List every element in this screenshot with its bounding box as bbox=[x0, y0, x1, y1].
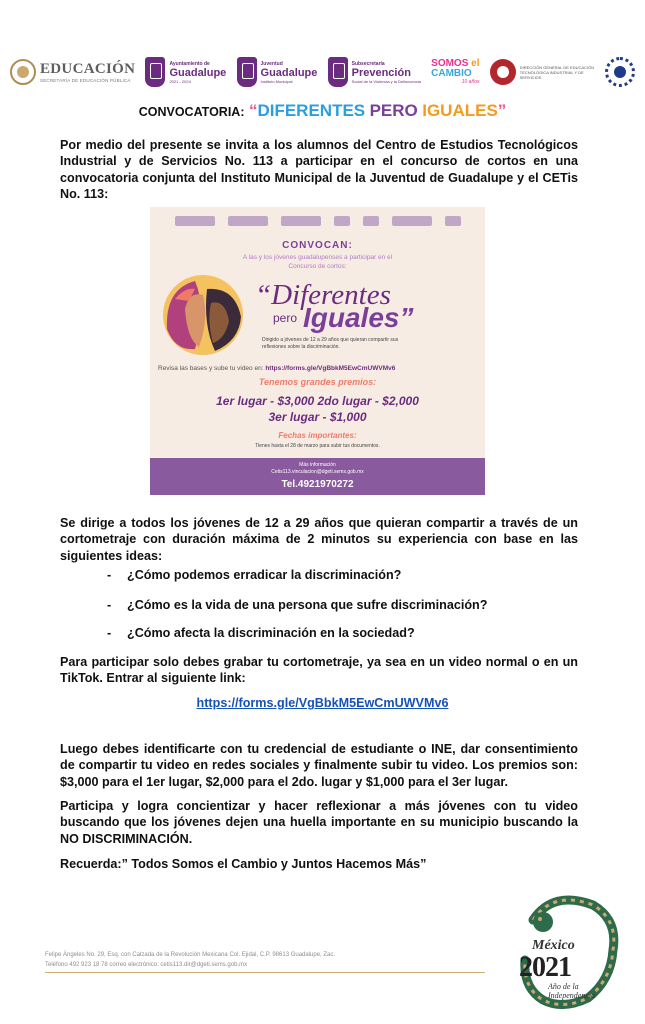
poster-title-diferentes: “Diferentes bbox=[255, 279, 391, 311]
logo-somos-el-cambio bbox=[431, 59, 479, 85]
poster-title-iguales: Iguales” bbox=[303, 302, 414, 333]
logo-dgeti bbox=[490, 59, 595, 85]
year-logo-mexico: México bbox=[532, 938, 575, 953]
guadalupe-badge-icon bbox=[145, 57, 165, 87]
cambio-word: CAMBIO bbox=[431, 68, 472, 79]
logo-guadalupe-line1: Ayuntamiento de bbox=[169, 60, 210, 67]
logo-educacion bbox=[10, 59, 135, 85]
year-logo-sub1: Año de la bbox=[548, 982, 579, 991]
bullet-dash: - bbox=[107, 626, 112, 640]
poster-logo-icon bbox=[363, 216, 379, 226]
poster-phone: Tel.4921970272 bbox=[281, 479, 354, 490]
logo-guadalupe bbox=[145, 57, 226, 87]
logo-prevencion-line2: Prevención bbox=[351, 66, 411, 79]
logo-educacion-text: EDUCACIÓN bbox=[40, 61, 136, 77]
poster-dirigido: Dirigido a jóvenes de 12 a 29 años que quieran compartir sus reflexiones sobre la discriminación. bbox=[262, 337, 399, 350]
poster-subtitle-line1: A las y los jóvenes guadalupenses a participar en el bbox=[242, 254, 393, 261]
prevencion-badge-icon bbox=[328, 57, 348, 87]
logo-juventud-line1: Juventud bbox=[260, 60, 283, 67]
bullet-dash: - bbox=[107, 598, 112, 612]
poster-prize-line2: 3er lugar - $1,000 bbox=[268, 410, 367, 424]
sep-seal-icon bbox=[10, 59, 36, 85]
poster-convocan: CONVOCAN: bbox=[282, 240, 353, 251]
bullet-text: ¿Cómo afecta la discriminación en la sociedad? bbox=[127, 626, 415, 640]
footer-address: Felipe Ángeles No. 29, Esq. con Calzada de la Revolución Mexicana Col. Ejidal, C.P. 98613 Guadalupe, Zac. bbox=[45, 952, 336, 958]
form-link[interactable]: https://forms.gle/VgBbkM5EwCmUWVMv6 bbox=[196, 696, 449, 710]
poster-mas-info bbox=[150, 462, 485, 476]
year-logo-sub2: Independencia bbox=[548, 991, 596, 1000]
logo-prevencion bbox=[328, 57, 421, 87]
footer-contact: Teléfono 492 923 18 78 correo electrónico: cetis113.dir@dgeti.sems.gob.mx bbox=[45, 962, 248, 968]
recuerda-paragraph: Recuerda:” Todos Somos el Cambio y Juntos Hacemos Más” bbox=[60, 857, 427, 871]
logo-dgeti-text: DIRECCIÓN GENERAL DE EDUCACIÓN TECNOLÓGICA INDUSTRIAL Y DE SERVICIOS bbox=[519, 64, 595, 80]
juventud-badge-icon bbox=[237, 57, 257, 87]
logo-prevencion-line1: Subsecretaría bbox=[351, 60, 385, 67]
form-link-line bbox=[0, 696, 645, 710]
list-item bbox=[107, 625, 415, 641]
logo-juventud bbox=[237, 57, 318, 87]
poster-mas-info-label: Más información bbox=[299, 462, 336, 468]
bullet-text: ¿Cómo es la vida de una persona que sufre discriminación? bbox=[127, 598, 488, 612]
dirige-paragraph: Se dirige a todos los jóvenes de 12 a 29 años que quieran compartir a través de un cortometraje con duración máxima de 2 minutos su experiencia con base en las siguientes ideas: bbox=[60, 516, 578, 563]
poster-logo-icon bbox=[445, 216, 461, 226]
list-item bbox=[107, 567, 401, 583]
faces-illustration bbox=[155, 269, 250, 359]
title-word-diferentes: DIFERENTES bbox=[257, 101, 366, 120]
intro-paragraph: Por medio del presente se invita a los alumnos del Centro de Estudios Tecnológicos Industrial y de Servicios No. 113 a participar en el concurso de cortos en una convocatoria conjunta del Instituto Municipal de la Juventud de Guadalupe y el CETis No. 113: bbox=[60, 138, 578, 201]
title-label: CONVOCATORIA: bbox=[138, 105, 245, 119]
dgeti-gear-icon bbox=[490, 59, 516, 85]
poster-logos bbox=[150, 207, 485, 235]
logo-cetis bbox=[605, 57, 635, 87]
cetis-seal-icon bbox=[605, 57, 635, 87]
title-word-iguales: IGUALES bbox=[422, 101, 498, 120]
luego-paragraph: Luego debes identificarte con tu credencial de estudiante o INE, dar consentimiento de compartir tu video en redes sociales y finalmente subir tu video. Los premios son: $3,000 para el 1er lugar, $2,000 para el 2do. lugar y $1,000 para el 3er lugar. bbox=[60, 742, 578, 789]
logo-educacion-subtext: SECRETARÍA DE EDUCACIÓN PÚBLICA bbox=[40, 78, 131, 83]
poster-subtitle-line2: Concurso de cortos: bbox=[288, 263, 347, 270]
list-item bbox=[107, 597, 487, 613]
page-title bbox=[0, 101, 645, 121]
logo-juventud-line2: Guadalupe bbox=[260, 66, 318, 79]
poster-title-pero: pero bbox=[273, 311, 298, 325]
participar-paragraph: Para participar solo debes grabar tu cortometraje, ya sea en un video normal o en un TikTok. Entrar al siguiente link: bbox=[60, 655, 578, 686]
title-open-quote: “ bbox=[248, 101, 258, 120]
poster-logo-icon bbox=[175, 216, 215, 226]
year-logo-year: 2021 bbox=[519, 952, 571, 983]
bullet-dash: - bbox=[107, 568, 112, 582]
logo-juventud-line3: Instituto Municipal bbox=[260, 78, 293, 84]
poster-tienes: Tienes hasta el 28 de marzo para subir tus documentos. bbox=[255, 443, 380, 449]
logo-guadalupe-line2: Guadalupe bbox=[169, 66, 227, 79]
participa-paragraph: Participa y logra concientizar y hacer reflexionar a más jóvenes con tu video buscando que los jóvenes dejen una huella importante en su municipio buscando la NO DISCRIMINACIÓN. bbox=[60, 799, 578, 846]
poster-revisa-text: Revisa las bases y sube tu video en: bbox=[158, 365, 264, 372]
year-logo-subtitle bbox=[548, 982, 595, 1000]
logo-guadalupe-line3: 2021 - 2024 bbox=[169, 78, 191, 84]
poster-email: Cetis113.vinculacion@dgeti.sems.gob.mx bbox=[271, 469, 364, 475]
title-word-pero: PERO bbox=[369, 101, 418, 120]
poster-prize-line1: 1er lugar - $3,000 2do lugar - $2,000 bbox=[216, 394, 419, 408]
title-close-quote: ” bbox=[497, 101, 507, 120]
poster-logo-icon bbox=[334, 216, 350, 226]
bullet-text: ¿Cómo podemos erradicar la discriminación? bbox=[127, 568, 402, 582]
logo-prevencion-line3: Social de la Violencia y la Delincuencia bbox=[351, 78, 421, 84]
poster-revisa bbox=[158, 365, 395, 372]
poster-logo-icon bbox=[392, 216, 432, 226]
contest-poster bbox=[150, 207, 485, 495]
poster-tenemos: Tenemos grandes premios: bbox=[258, 377, 377, 387]
poster-fechas: Fechas importantes: bbox=[278, 431, 357, 440]
el-word: el bbox=[471, 58, 480, 69]
poster-revisa-link: https://forms.gle/VgBbkM5EwCmUWVMv6 bbox=[265, 365, 396, 372]
header-logos bbox=[10, 48, 635, 96]
somos-anniversary: 10 años bbox=[461, 79, 480, 85]
poster-logo-icon bbox=[228, 216, 268, 226]
footer-divider bbox=[45, 972, 485, 973]
somos-word: SOMOS bbox=[431, 58, 469, 69]
poster-logo-icon bbox=[281, 216, 321, 226]
